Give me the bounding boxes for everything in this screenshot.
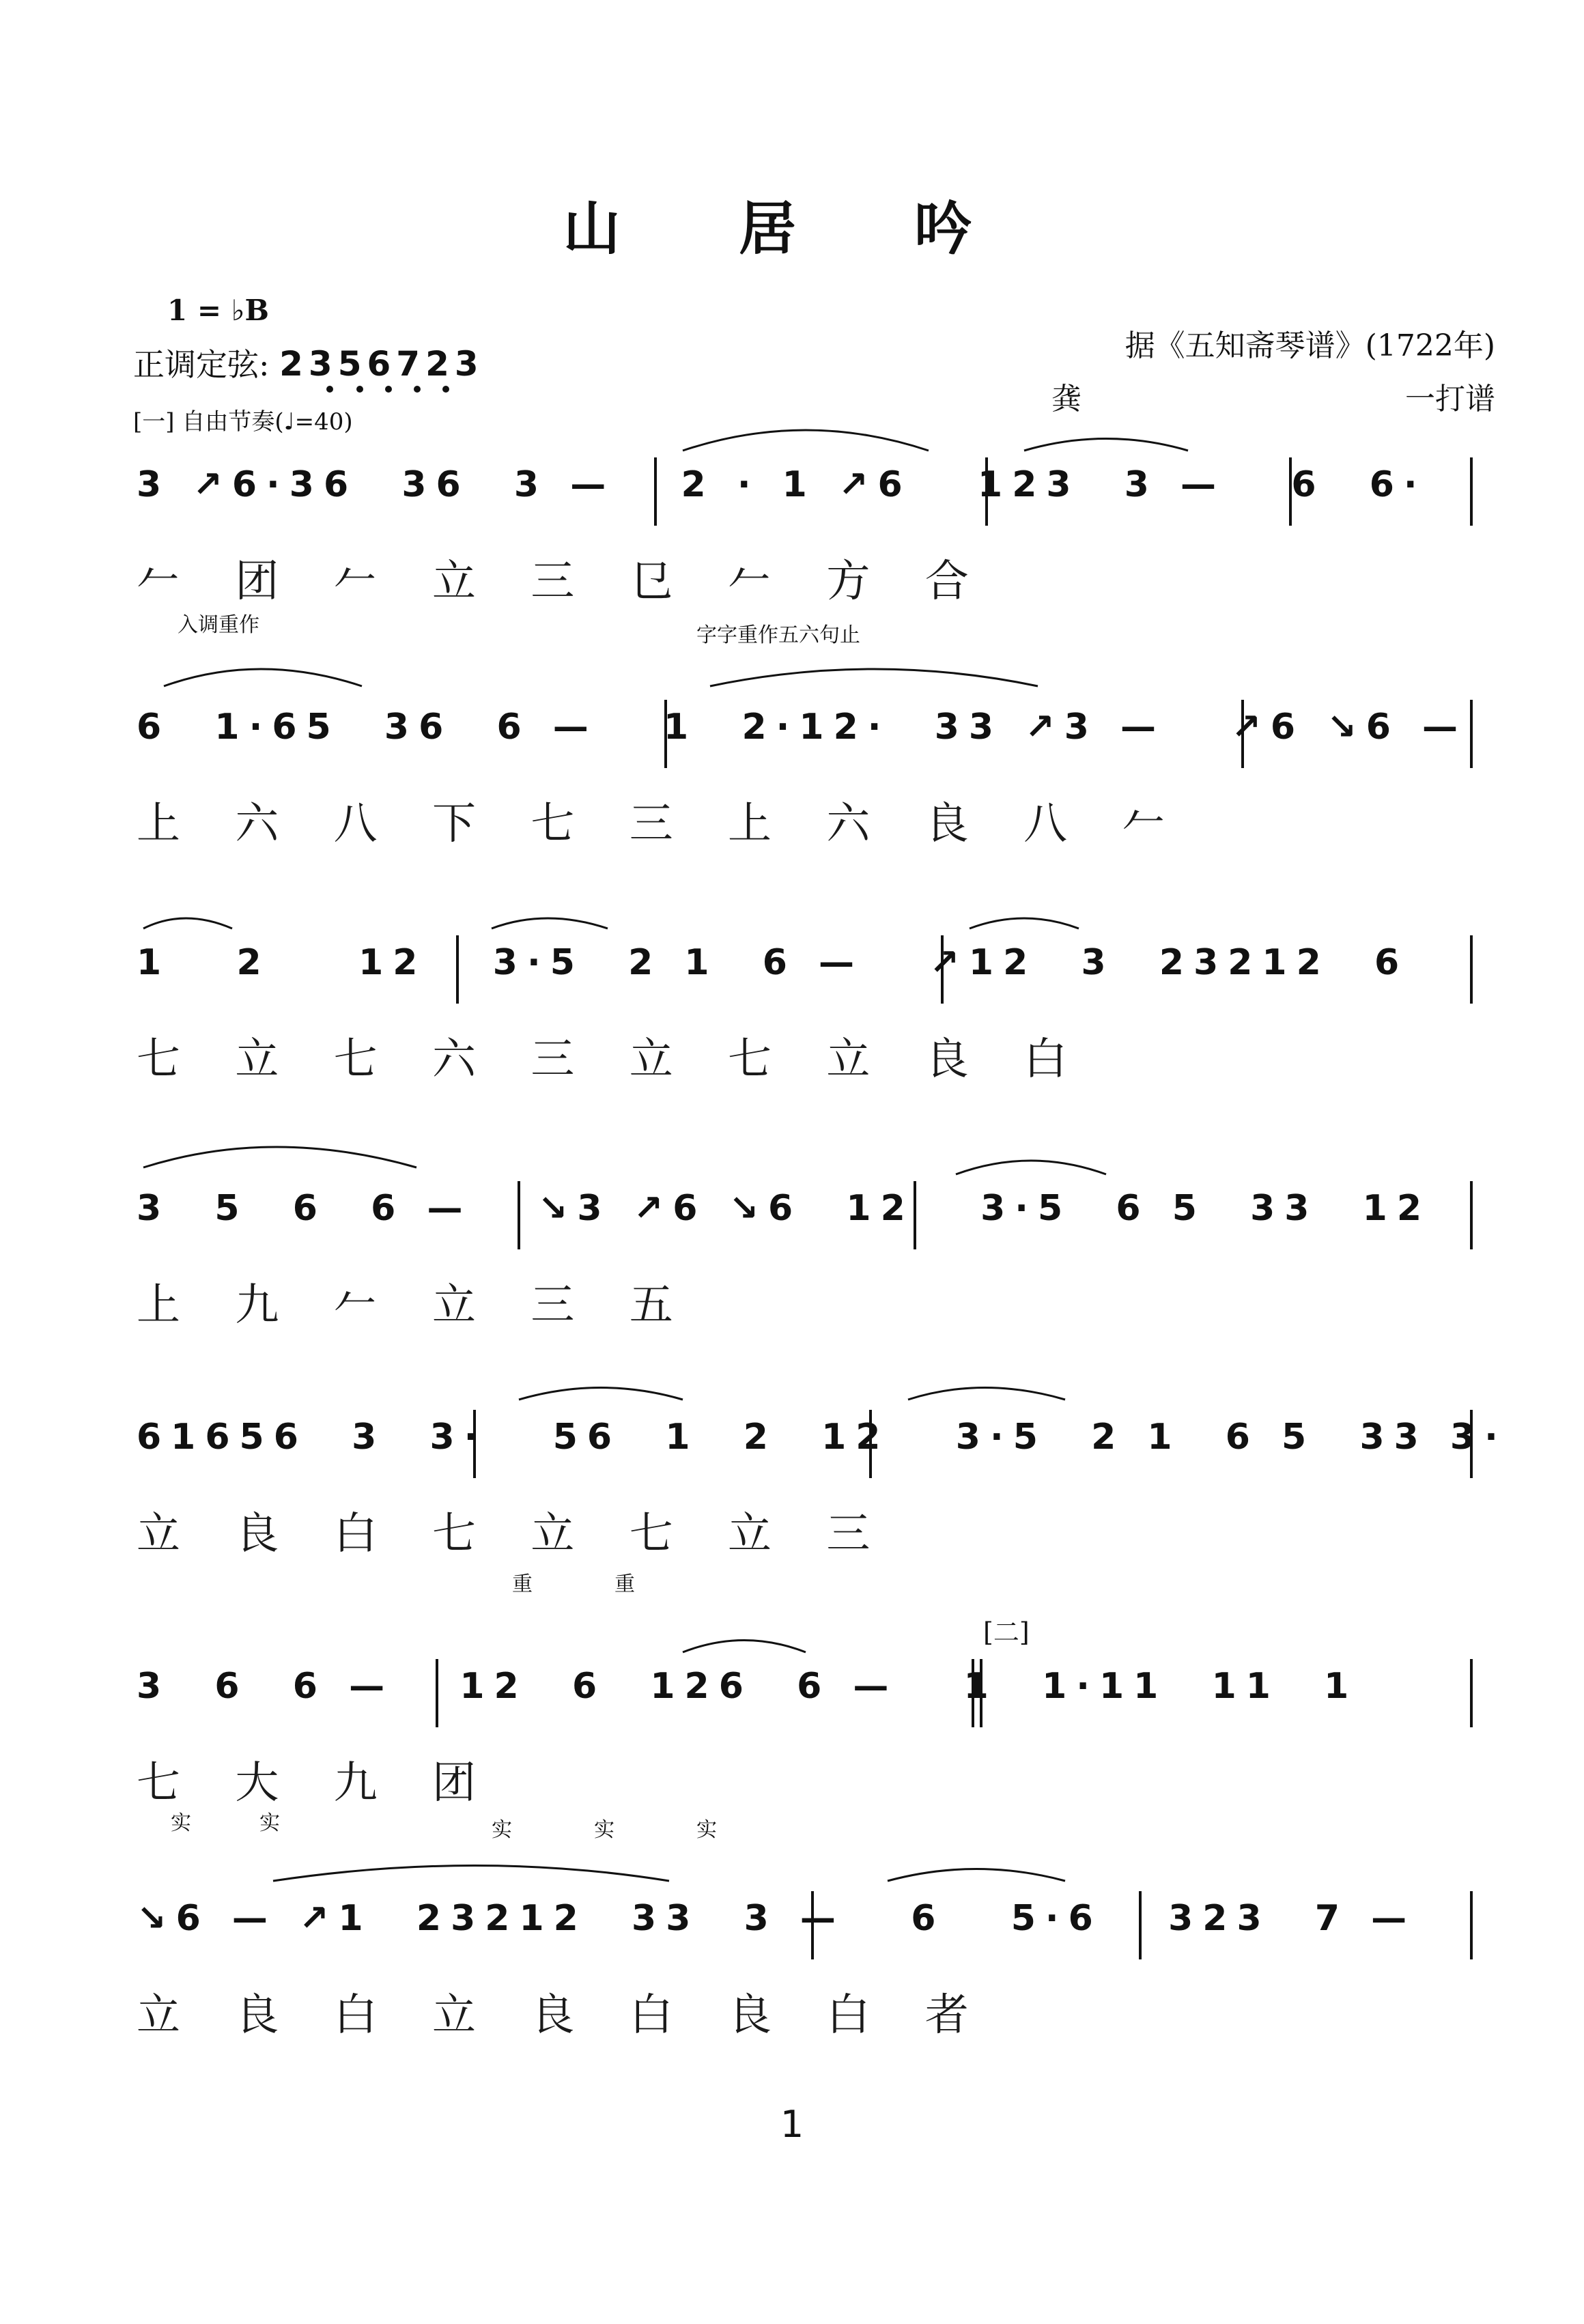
tuning-label: 正调定弦:	[133, 346, 270, 383]
system-5-annotation-1: 重	[512, 1572, 533, 1596]
system-4-notes: 3 5 6 6 — ↘3 ↗6 ↘6 12 3·5 6 5 33 12	[137, 1188, 1432, 1229]
transcriber-line	[1051, 374, 1495, 418]
system-5-annotation-2: 重	[614, 1572, 635, 1596]
system-6-annotation-4: 实	[594, 1818, 614, 1842]
transcriber-role: 一打谱	[1405, 382, 1495, 416]
piece-title: 山 居 吟	[563, 195, 1021, 262]
system-4-tablature: 上 九 𠂉 立 三 五	[137, 1280, 694, 1331]
system-1-tablature: 𠂉 团 𠂉 立 三 㔾 𠂉 方 合	[137, 556, 989, 607]
tuning-line	[133, 340, 484, 385]
system-3-notes: 1 2 12 3·5 2 1 6 — ↗12 3 23212 6	[137, 942, 1409, 983]
system-5-tablature: 立 良 白 七 立 七 立 三	[137, 1509, 891, 1559]
source-reference: 据《五知斋琴谱》(1722年)	[1125, 328, 1495, 363]
system-6-annotation-5: 实	[696, 1818, 717, 1842]
system-6-notes: 3 6 6 — 12 6 126 6 — 1 1·11 11 1	[137, 1666, 1359, 1707]
section-one-heading: [一] 自由节奏(♩=40)	[133, 408, 353, 436]
system-3-tablature: 七 立 七 六 三 立 七 立 良 白	[137, 1034, 1088, 1085]
system-6-tablature: 七 大 九 团	[137, 1758, 497, 1809]
tuning-value: 2356723	[279, 344, 484, 384]
system-6-annotation-3: 实	[492, 1818, 512, 1842]
system-2-tablature: 上 六 八 下 七 三 上 六 良 八 𠂉	[137, 799, 1187, 849]
tuning-dots	[324, 384, 502, 397]
key-signature: 1 = ♭B	[167, 294, 269, 327]
system-1-notes: 3 ↗6·36 36 3 — 2 · 1 ↗6 123 3 — 6 6·	[137, 464, 1427, 505]
system-5-notes: 61656 3 3· 56 1 2 12 3·5 2 1 6 5 33 3·	[137, 1417, 1508, 1458]
system-7-notes: ↘6 — ↗1 23212 33 3 — 6 5·6 323 7 —	[137, 1898, 1417, 1939]
system-2-notes: 6 1·65 36 6 — 1 2·12· 33 ↗3 — ↗6 ↘6 —	[137, 707, 1468, 748]
section-two-heading: [二]	[983, 1617, 1030, 1647]
system-1-annotation-2: 字字重作五六句止	[696, 623, 860, 647]
page-number: 1	[780, 2103, 804, 2146]
system-6-annotation-2: 实	[259, 1811, 280, 1835]
system-1-annotation-1: 入调重作	[178, 613, 259, 637]
system-6-annotation-1: 实	[171, 1811, 191, 1835]
transcriber-name: 龚	[1051, 382, 1081, 416]
system-7-tablature: 立 良 白 立 良 白 良 白 者	[137, 1990, 989, 2041]
